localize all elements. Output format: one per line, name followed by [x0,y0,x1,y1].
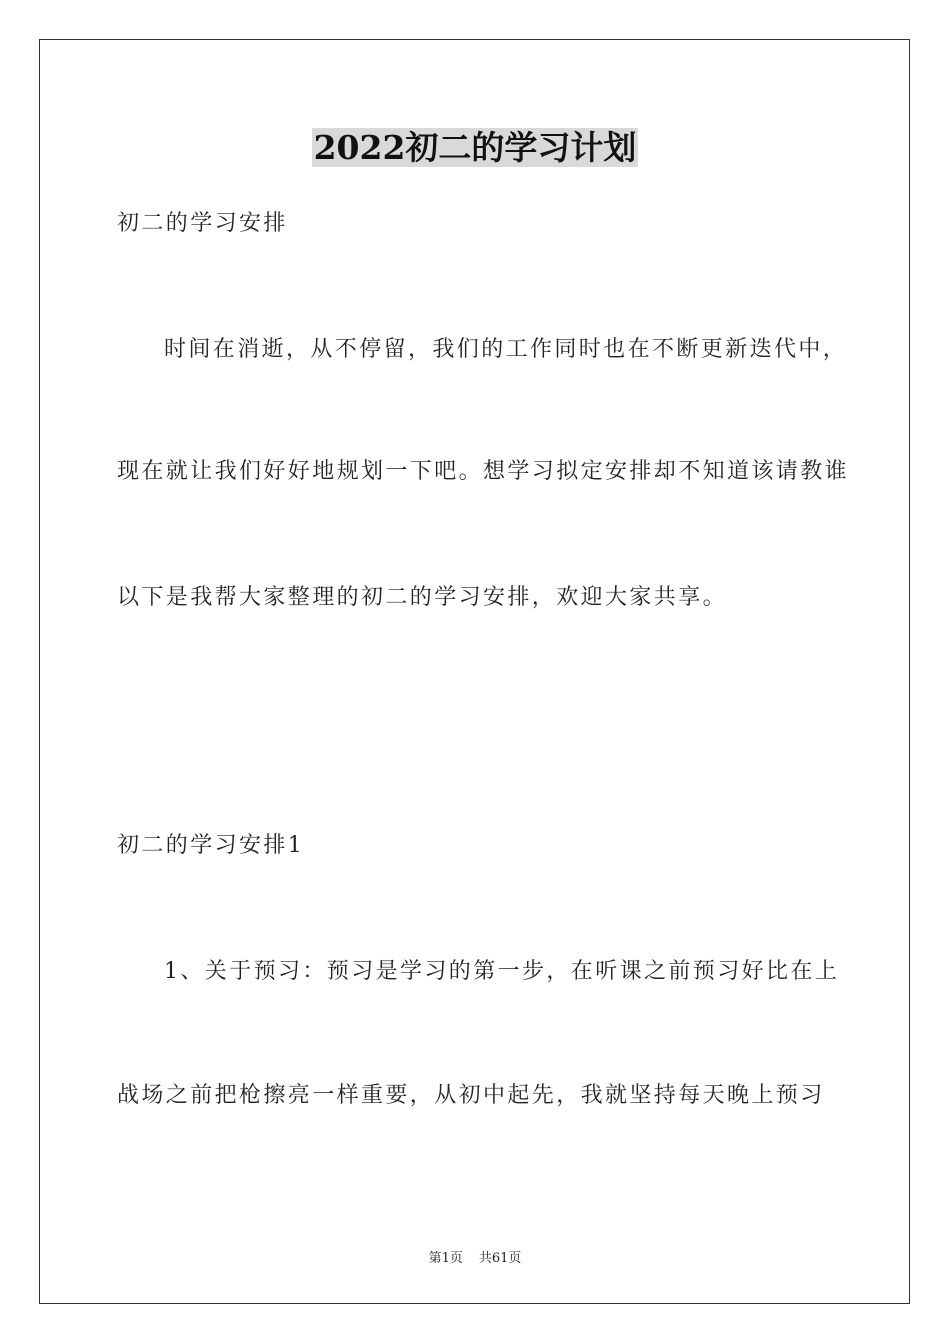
section-heading: 初二的学习安排 [117,211,288,236]
document-title [0,126,950,170]
section-heading: 初二的学习安排1 [117,833,305,858]
paragraph-line: 1、关于预习：预习是学习的第一步，在听课之前预习好比在上 [164,959,840,984]
page-total: 共61页 [478,1251,522,1266]
paragraph-line: 现在就让我们好好地规划一下吧。想学习拟定安排却不知道该请教谁 [117,459,850,484]
paragraph-line: 以下是我帮大家整理的初二的学习安排，欢迎大家共享。 [117,585,728,610]
paragraph-line: 时间在消逝，从不停留，我们的工作同时也在不断更新迭代中， [164,337,848,362]
document-title-text: 2022初二的学习计划 [313,128,637,167]
page-footer [0,1247,950,1266]
page-number: 第1页 [428,1251,463,1266]
paragraph-line: 战场之前把枪擦亮一样重要，从初中起先，我就坚持每天晚上预习 [117,1083,825,1108]
